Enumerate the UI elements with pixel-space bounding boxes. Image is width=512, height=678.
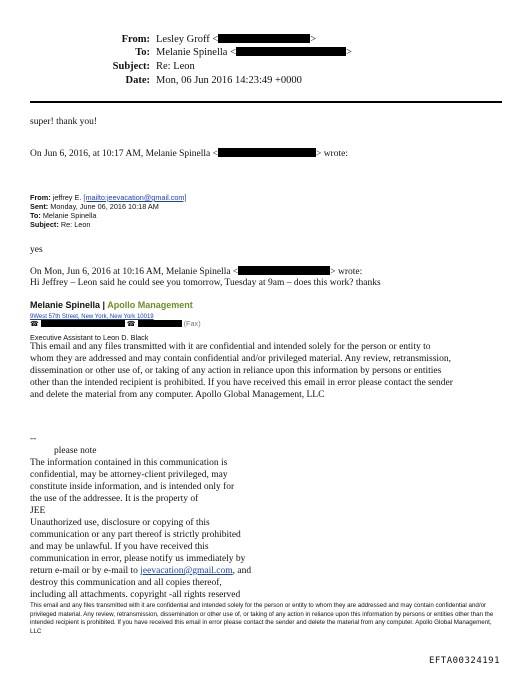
note-line: confidential, may be attorney-client privileged, may bbox=[30, 470, 228, 480]
signature-phone-line: ☎ ☎ (Fax) bbox=[30, 319, 201, 328]
note-line: the use of the addressee. It is the property of bbox=[30, 494, 199, 504]
note-line: constitute inside information, and is intended only for bbox=[30, 482, 235, 492]
email-link[interactable]: jeevacation@gmail.com bbox=[140, 566, 233, 576]
note-line: JEE bbox=[30, 506, 46, 516]
note-line: communication in error, please notify us immediately by bbox=[30, 554, 246, 564]
note-line: communication or any part thereof is strictly prohibited bbox=[30, 530, 241, 540]
redaction-bar bbox=[238, 266, 330, 275]
disclaimer-line: whom they are addressed and may contain confidential and/or privileged material. Any review, retransmission, bbox=[30, 354, 451, 364]
note-line: destroy this communication and all copies thereof, bbox=[30, 578, 222, 588]
fwd-to: To: Melanie Spinella bbox=[30, 211, 97, 220]
signature-name-line: Melanie Spinella | Apollo Management bbox=[30, 300, 193, 310]
signature-address: 9West 57th Street, New York, New York 10019 bbox=[30, 314, 154, 320]
note-line: and may be unlawful. If you have received this bbox=[30, 542, 209, 552]
redaction-bar bbox=[218, 148, 316, 157]
quote-header-1: On Jun 6, 2016, at 10:17 AM, Melanie Spinella < > wrote: bbox=[30, 149, 348, 159]
redaction-bar bbox=[138, 320, 182, 327]
signature-dashes: -- bbox=[30, 434, 37, 444]
from-value: Lesley Groff < > bbox=[156, 34, 317, 45]
date-value: Mon, 06 Jun 2016 14:23:49 +0000 bbox=[156, 75, 302, 86]
fwd-from: From: jeffrey E. [mailto:jeevacation@gmail.com] bbox=[30, 193, 187, 202]
redaction-bar bbox=[236, 47, 346, 56]
phone-icon: ☎ bbox=[30, 321, 39, 328]
company-name: Apollo Management bbox=[107, 300, 193, 310]
disclaimer-line: other than the intended recipient is prohibited. If you have received this email in error please contact the sender bbox=[30, 378, 453, 388]
bates-stamp: EFTA00324191 bbox=[428, 656, 500, 666]
disclaimer-line: dissemination or other use of, or taking of any action in reliance upon this information by persons or entities bbox=[30, 366, 442, 376]
to-value: Melanie Spinella < > bbox=[156, 47, 352, 58]
please-note: please note bbox=[54, 446, 97, 456]
phone-icon: ☎ bbox=[126, 321, 136, 328]
redaction-bar bbox=[218, 34, 310, 43]
to-label: To: bbox=[135, 47, 150, 58]
redaction-bar bbox=[41, 320, 125, 327]
fwd-sent: Sent: Monday, June 06, 2016 10:18 AM bbox=[30, 202, 159, 211]
subject-label: Subject: bbox=[112, 61, 150, 72]
fwd-from-mailto-link[interactable]: [mailto:jeevacation@gmail.com] bbox=[83, 193, 187, 202]
note-email-line: return e-mail or by e-mail to jeevacation@gmail.com, and bbox=[30, 566, 252, 576]
header-divider bbox=[30, 101, 502, 103]
from-label: From: bbox=[121, 34, 150, 45]
signature-title: Executive Assistant to Leon D. Black bbox=[30, 333, 149, 342]
reply-text: super! thank you! bbox=[30, 117, 98, 127]
subject-value: Re: Leon bbox=[156, 61, 195, 72]
fwd-subject: Subject: Re: Leon bbox=[30, 220, 91, 229]
disclaimer-line: and delete the material from any computer. Apollo Global Management, LLC bbox=[30, 390, 325, 400]
note-line: Unauthorized use, disclosure or copying of this bbox=[30, 518, 210, 528]
quote-header-2: On Mon, Jun 6, 2016 at 10:16 AM, Melanie Spinella < > wrote: bbox=[30, 267, 363, 277]
yes-text: yes bbox=[30, 245, 43, 255]
disclaimer-small: This email and any files transmitted with it are confidential and intended solely for the person or entity to whom they are addressed and may contain confidential and/or privileged material. Any review, retransmission, dissemination or other use of, or taking of any action in reliance upon this information by persons or entities other than the intended recipient is prohibited. If you have received this email in error please contact the sender and delete the material from any computer. Apollo Global Management, LLC bbox=[30, 602, 494, 635]
disclaimer-line: This email and any files transmitted with it are confidential and intended solely for the person or entity to bbox=[30, 342, 431, 352]
note-line: The information contained in this communication is bbox=[30, 458, 228, 468]
quote-text-2: Hi Jeffrey – Leon said he could see you tomorrow, Tuesday at 9am – does this work? thanks bbox=[30, 278, 381, 288]
note-line: including all attachments. copyright -all rights reserved bbox=[30, 590, 241, 600]
date-label: Date: bbox=[125, 75, 150, 86]
